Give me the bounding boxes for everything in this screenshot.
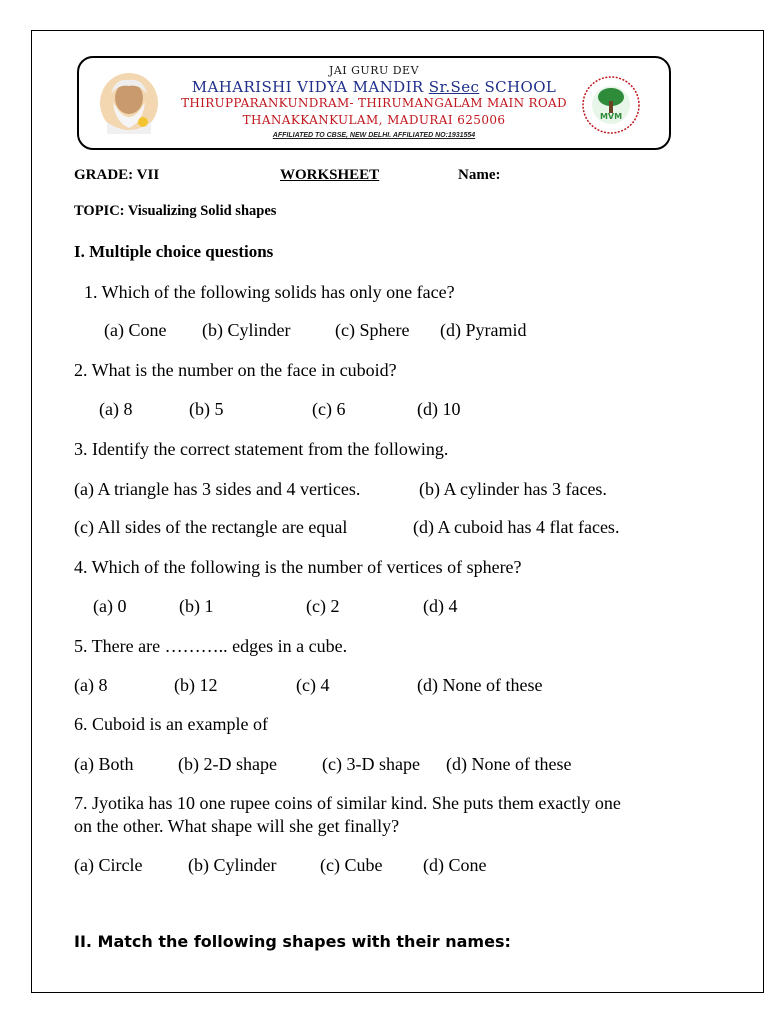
q4-option-b: (b) 1: [179, 596, 214, 616]
question-5: 5. There are ……….. edges in a cube.: [74, 636, 348, 656]
q2-option-d: (d) 10: [417, 399, 461, 419]
school-header: [77, 56, 671, 150]
grade-label: GRADE: VII: [74, 167, 160, 183]
q4-option-d: (d) 4: [423, 596, 458, 616]
q7-option-b: (b) Cylinder: [188, 855, 277, 875]
q6-option-c: (c) 3-D shape: [322, 754, 420, 774]
q5-option-b: (b) 12: [174, 675, 218, 695]
topic-line: TOPIC: Visualizing Solid shapes: [74, 203, 277, 219]
q7-option-a: (a) Circle: [74, 855, 143, 875]
q6-option-b: (b) 2-D shape: [178, 754, 277, 774]
q3-option-b: (b) A cylinder has 3 faces.: [419, 479, 607, 499]
question-7-line-2: on the other. What shape will she get finally?: [74, 816, 400, 836]
q2-option-b: (b) 5: [189, 399, 224, 419]
question-6: 6. Cuboid is an example of: [74, 714, 268, 734]
school-address: THIRUPPARANKUNDRAM- THIRUMANGALAM MAIN ROAD: [181, 96, 567, 110]
school-name: MAHARISHI VIDYA MANDIR Sr.Sec SCHOOL: [191, 78, 557, 96]
school-affiliation: AFFILIATED TO CBSE, NEW DELHI. AFFILIATED NO:1931554: [272, 132, 476, 139]
q4-option-c: (c) 2: [306, 596, 340, 616]
question-7-line-1: 7. Jyotika has 10 one rupee coins of similar kind. She puts them exactly one: [74, 793, 621, 813]
q7-option-d: (d) Cone: [423, 855, 487, 875]
q1-option-c: (c) Sphere: [335, 320, 410, 340]
school-emblem-icon: [575, 75, 647, 135]
q1-option-b: (b) Cylinder: [202, 320, 291, 340]
question-2: 2. What is the number on the face in cuboid?: [74, 360, 397, 380]
q5-option-c: (c) 4: [296, 675, 330, 695]
q3-option-a: (a) A triangle has 3 sides and 4 vertices.: [74, 479, 361, 499]
q3-option-c: (c) All sides of the rectangle are equal: [74, 517, 348, 537]
name-label: Name:: [458, 167, 501, 183]
question-1: 1. Which of the following solids has only one face?: [84, 282, 455, 302]
q6-option-a: (a) Both: [74, 754, 134, 774]
q1-option-a: (a) Cone: [104, 320, 167, 340]
q2-option-a: (a) 8: [99, 399, 133, 419]
q3-option-d: (d) A cuboid has 4 flat faces.: [413, 517, 620, 537]
question-4: 4. Which of the following is the number of vertices of sphere?: [74, 557, 522, 577]
q6-option-d: (d) None of these: [446, 754, 572, 774]
q1-option-d: (d) Pyramid: [440, 320, 527, 340]
worksheet-title: WORKSHEET: [280, 167, 380, 183]
school-motto: JAI GURU DEV: [328, 64, 420, 77]
emblem-text: MVM: [599, 112, 623, 121]
school-city: THANAKKANKULAM, MADURAI 625006: [242, 113, 506, 127]
q5-option-a: (a) 8: [74, 675, 108, 695]
question-3: 3. Identify the correct statement from the following.: [74, 439, 449, 459]
section-1-title: I. Multiple choice questions: [74, 242, 274, 261]
section-2-title: II. Match the following shapes with their names:: [74, 932, 511, 951]
q4-option-a: (a) 0: [93, 596, 127, 616]
q7-option-c: (c) Cube: [320, 855, 383, 875]
q5-option-d: (d) None of these: [417, 675, 543, 695]
q2-option-c: (c) 6: [312, 399, 346, 419]
